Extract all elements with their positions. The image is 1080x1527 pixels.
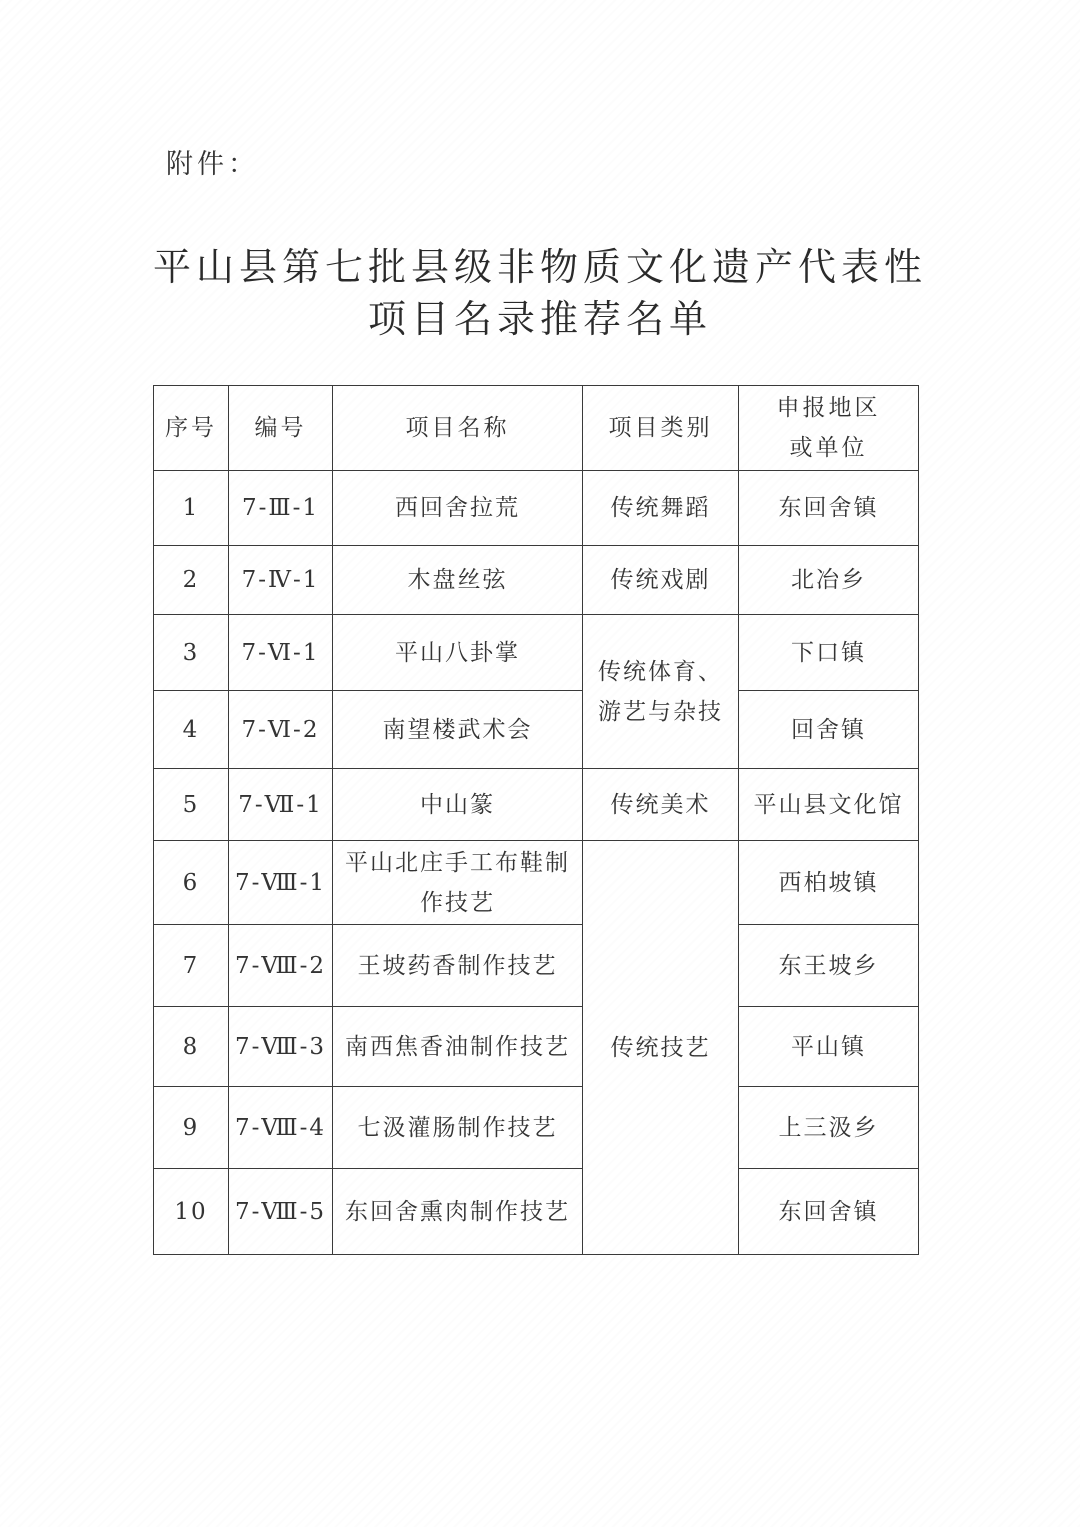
attachment-label: 附件： xyxy=(166,149,259,180)
row-seq: 10 xyxy=(154,1169,229,1255)
row-unit: 北冶乡 xyxy=(739,546,919,615)
row-code: 7-Ⅷ-3 xyxy=(229,1007,333,1087)
row-name: 南望楼武术会 xyxy=(333,691,583,769)
row-unit: 上三汲乡 xyxy=(739,1087,919,1169)
row-unit: 平山县文化馆 xyxy=(739,769,919,841)
row-unit: 东回舍镇 xyxy=(739,1169,919,1255)
row-unit: 东王坡乡 xyxy=(739,925,919,1007)
table-row xyxy=(154,691,919,769)
row-code: 7-Ⅲ-1 xyxy=(229,471,333,546)
table-row xyxy=(154,769,919,841)
table-row xyxy=(154,1087,919,1169)
table-row xyxy=(154,471,919,546)
row-unit: 平山镇 xyxy=(739,1007,919,1087)
row-seq: 9 xyxy=(154,1087,229,1169)
row-unit: 下口镇 xyxy=(739,615,919,691)
row-code: 7-Ⅷ-1 xyxy=(229,841,333,925)
row-seq: 3 xyxy=(154,615,229,691)
row-seq: 1 xyxy=(154,471,229,546)
table-row xyxy=(154,925,919,1007)
row-category: 传统戏剧 xyxy=(583,546,739,615)
header-code: 编号 xyxy=(229,386,333,471)
row-seq: 6 xyxy=(154,841,229,925)
table-row xyxy=(154,841,919,925)
recommendation-table xyxy=(153,385,919,1255)
header-name: 项目名称 xyxy=(333,386,583,471)
row-code: 7-Ⅷ-5 xyxy=(229,1169,333,1255)
row-name: 东回舍熏肉制作技艺 xyxy=(333,1169,583,1255)
row-category: 传统舞蹈 xyxy=(583,471,739,546)
row-code: 7-Ⅷ-2 xyxy=(229,925,333,1007)
category-line1: 传统体育、 xyxy=(598,658,723,685)
row-category-merged xyxy=(583,615,739,769)
row-name-line2: 作技艺 xyxy=(420,889,495,916)
row-unit: 西柏坡镇 xyxy=(739,841,919,925)
table-row xyxy=(154,546,919,615)
row-name: 七汲灌肠制作技艺 xyxy=(333,1087,583,1169)
row-name: 西回舍拉荒 xyxy=(333,471,583,546)
row-name-line1: 平山北庄手工布鞋制 xyxy=(345,849,570,876)
row-unit: 回舍镇 xyxy=(739,691,919,769)
table-header-row xyxy=(154,386,919,471)
header-unit xyxy=(739,386,919,471)
row-seq: 8 xyxy=(154,1007,229,1087)
category-line2: 游艺与杂技 xyxy=(598,698,723,725)
row-name: 王坡药香制作技艺 xyxy=(333,925,583,1007)
table-row xyxy=(154,615,919,691)
row-code: 7-Ⅷ-4 xyxy=(229,1087,333,1169)
row-category: 传统美术 xyxy=(583,769,739,841)
row-seq: 5 xyxy=(154,769,229,841)
row-unit: 东回舍镇 xyxy=(739,471,919,546)
document-title-line2: 项目名录推荐名单 xyxy=(367,297,712,341)
row-code: 7-Ⅵ-1 xyxy=(229,615,333,691)
row-code: 7-Ⅵ-2 xyxy=(229,691,333,769)
table-row xyxy=(154,1169,919,1255)
row-category-merged: 传统技艺 xyxy=(583,841,739,1255)
row-code: 7-Ⅳ-1 xyxy=(229,546,333,615)
row-name: 南西焦香油制作技艺 xyxy=(333,1007,583,1087)
document-title-line1: 平山县第七批县级非物质文化遗产代表性 xyxy=(152,245,927,289)
row-name: 中山篆 xyxy=(333,769,583,841)
row-name: 木盘丝弦 xyxy=(333,546,583,615)
row-code: 7-Ⅶ-1 xyxy=(229,769,333,841)
row-seq: 2 xyxy=(154,546,229,615)
header-unit-line1: 申报地区 xyxy=(776,395,881,421)
header-seq: 序号 xyxy=(154,386,229,471)
row-name: 平山八卦掌 xyxy=(333,615,583,691)
row-seq: 4 xyxy=(154,691,229,769)
row-seq: 7 xyxy=(154,925,229,1007)
header-category: 项目类别 xyxy=(583,386,739,471)
table-row xyxy=(154,1007,919,1087)
row-name xyxy=(333,841,583,925)
header-unit-line2: 或单位 xyxy=(789,435,868,461)
